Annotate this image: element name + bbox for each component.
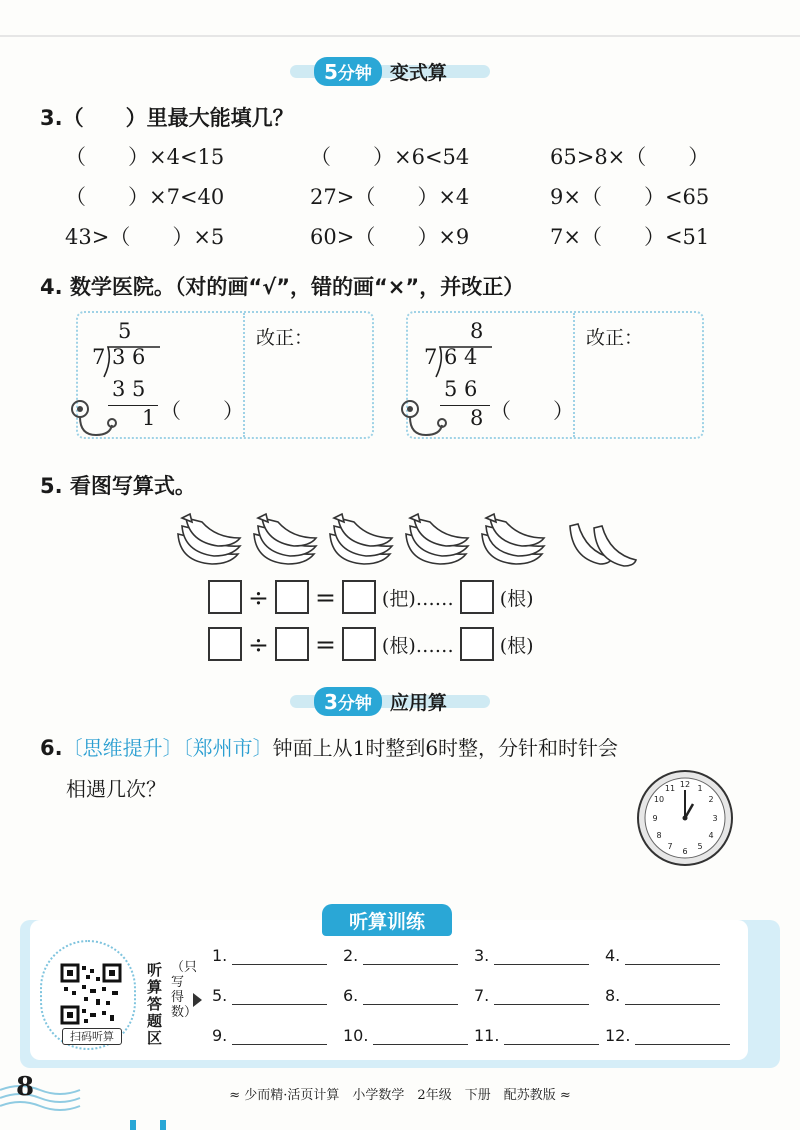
answer-box[interactable] [275, 627, 309, 661]
top-rule [0, 35, 800, 37]
tag-city: 〔郑州市〕 [182, 736, 273, 760]
dividend: 6 4 [444, 345, 478, 369]
banana-bunch [406, 514, 468, 564]
svg-text:8: 8 [656, 831, 662, 840]
svg-text:6: 6 [682, 847, 688, 856]
q3-item[interactable]: 9×（ ）<65 [550, 185, 710, 209]
correction-area[interactable] [580, 353, 698, 433]
q6-text: 钟面上从1时整到6时整，分针和时针会 [272, 736, 619, 760]
answer-zone-note: （只写得数） [171, 960, 198, 1020]
unit-label: (根) [499, 634, 534, 657]
banana-bunch [178, 514, 240, 564]
svg-text:12: 12 [679, 780, 691, 789]
answer-item[interactable]: 11. [474, 1026, 605, 1045]
svg-text:3: 3 [712, 814, 718, 823]
svg-text:4: 4 [708, 831, 714, 840]
dividend: 3 6 [112, 345, 146, 369]
answer-item[interactable]: 4. [605, 946, 736, 965]
answer-item[interactable]: 6. [343, 986, 474, 1005]
divisor: 7 [424, 345, 438, 369]
qr-code-icon[interactable] [60, 963, 122, 1025]
correction-area[interactable] [250, 353, 368, 433]
svg-text:9: 9 [652, 814, 658, 823]
unit-label: (根)…… [381, 634, 454, 657]
svg-text:7: 7 [667, 842, 673, 851]
answer-box[interactable] [342, 580, 376, 614]
quotient: 5 [118, 319, 132, 343]
answer-box[interactable] [342, 627, 376, 661]
svg-text:5: 5 [697, 842, 703, 851]
svg-text:1: 1 [697, 784, 703, 793]
banana-bunches-illustration [170, 510, 640, 570]
answer-zone-label: 听算答题区 [147, 961, 163, 1047]
divide-sign: ÷ [248, 582, 269, 612]
listening-tab: 听算训练 [322, 904, 452, 936]
q3-item[interactable]: 60>（ ）×9 [310, 225, 470, 249]
answer-row [212, 986, 736, 1005]
q3-item[interactable]: （ ）×4<15 [65, 145, 225, 169]
answer-grid [212, 946, 736, 1045]
footer-text: ≈ 少而精·活页计算 小学数学 2年级 下册 配苏教版 ≈ [229, 1088, 571, 1103]
q3-item[interactable]: 27>（ ）×4 [310, 185, 470, 209]
section-header-variant [290, 56, 490, 86]
section-time-pill: 5分钟 [314, 57, 382, 86]
q6-line1 [40, 732, 618, 761]
q6-line2: 相遇几次？ [66, 777, 166, 801]
answer-item[interactable]: 12. [605, 1026, 736, 1045]
answer-item[interactable]: 2. [343, 946, 474, 965]
answer-box[interactable] [275, 580, 309, 614]
section-time-pill: 3分钟 [314, 687, 382, 716]
section-title: 变式算 [389, 61, 447, 84]
equation-row-1 [208, 580, 534, 614]
svg-text:11: 11 [664, 784, 676, 793]
correct-label: 改正： [256, 327, 314, 349]
error-box-2 [406, 311, 704, 439]
svg-text:10: 10 [653, 795, 665, 804]
clock-icon [635, 768, 735, 868]
banana-bunch [482, 514, 544, 564]
section-header-application [290, 686, 490, 716]
scan-label[interactable]: 扫码听算 [62, 1028, 122, 1045]
unit-label: (根) [499, 587, 534, 610]
q3-item[interactable]: 43>（ ）×5 [65, 225, 225, 249]
q4-title: 4. 数学医院。（对的画“√”，错的画“×”，并改正） [40, 275, 525, 299]
product: 5 6 [444, 377, 478, 401]
answer-item[interactable]: 9. [212, 1026, 343, 1045]
q6-number: 6. [40, 736, 63, 760]
unit-label: (把)…… [381, 587, 454, 610]
correct-label: 改正： [586, 327, 644, 349]
remainder: 1 [142, 406, 156, 430]
divide-sign: ÷ [248, 629, 269, 659]
answer-item[interactable]: 5. [212, 986, 343, 1005]
error-box-1 [76, 311, 374, 439]
equals-sign: = [314, 582, 336, 612]
pointer-arrow-icon [193, 993, 202, 1007]
banana-bunch [330, 514, 392, 564]
remainder: 8 [470, 406, 484, 430]
q3-grid [65, 141, 735, 248]
answer-row [212, 946, 736, 965]
answer-box[interactable] [460, 580, 494, 614]
divisor: 7 [92, 345, 106, 369]
q3-item[interactable]: 65>8×（ ） [550, 145, 710, 169]
page-number: 8 [16, 1072, 35, 1102]
stethoscope-icon [66, 395, 122, 443]
answer-box[interactable] [208, 580, 242, 614]
equation-row-2 [208, 627, 534, 661]
judge-mark[interactable]: （ ） [160, 399, 244, 423]
answer-item[interactable]: 7. [474, 986, 605, 1005]
stethoscope-icon [396, 395, 452, 443]
svg-text:2: 2 [708, 795, 714, 804]
product: 3 5 [112, 377, 146, 401]
answer-row [212, 1026, 736, 1045]
q5-title: 5. 看图写算式。 [40, 474, 196, 498]
q3-item[interactable]: （ ）×6<54 [310, 145, 470, 169]
equals-sign: = [314, 629, 336, 659]
answer-item[interactable]: 8. [605, 986, 736, 1005]
answer-item[interactable]: 3. [474, 946, 605, 965]
banana-bunch [254, 514, 316, 564]
answer-box[interactable] [208, 627, 242, 661]
answer-box[interactable] [460, 627, 494, 661]
answer-item[interactable]: 1. [212, 946, 343, 965]
q3-item[interactable]: （ ）×7<40 [65, 185, 225, 209]
answer-item[interactable]: 10. [343, 1026, 474, 1045]
quotient: 8 [470, 319, 484, 343]
q3-item[interactable]: 7×（ ）<51 [550, 225, 710, 249]
tag-thinking: 〔思维提升〕 [62, 736, 183, 760]
section-title: 应用算 [389, 691, 447, 714]
judge-mark[interactable]: （ ） [490, 399, 574, 423]
q3-title: 3.（ ）里最大能填几？ [40, 106, 294, 130]
